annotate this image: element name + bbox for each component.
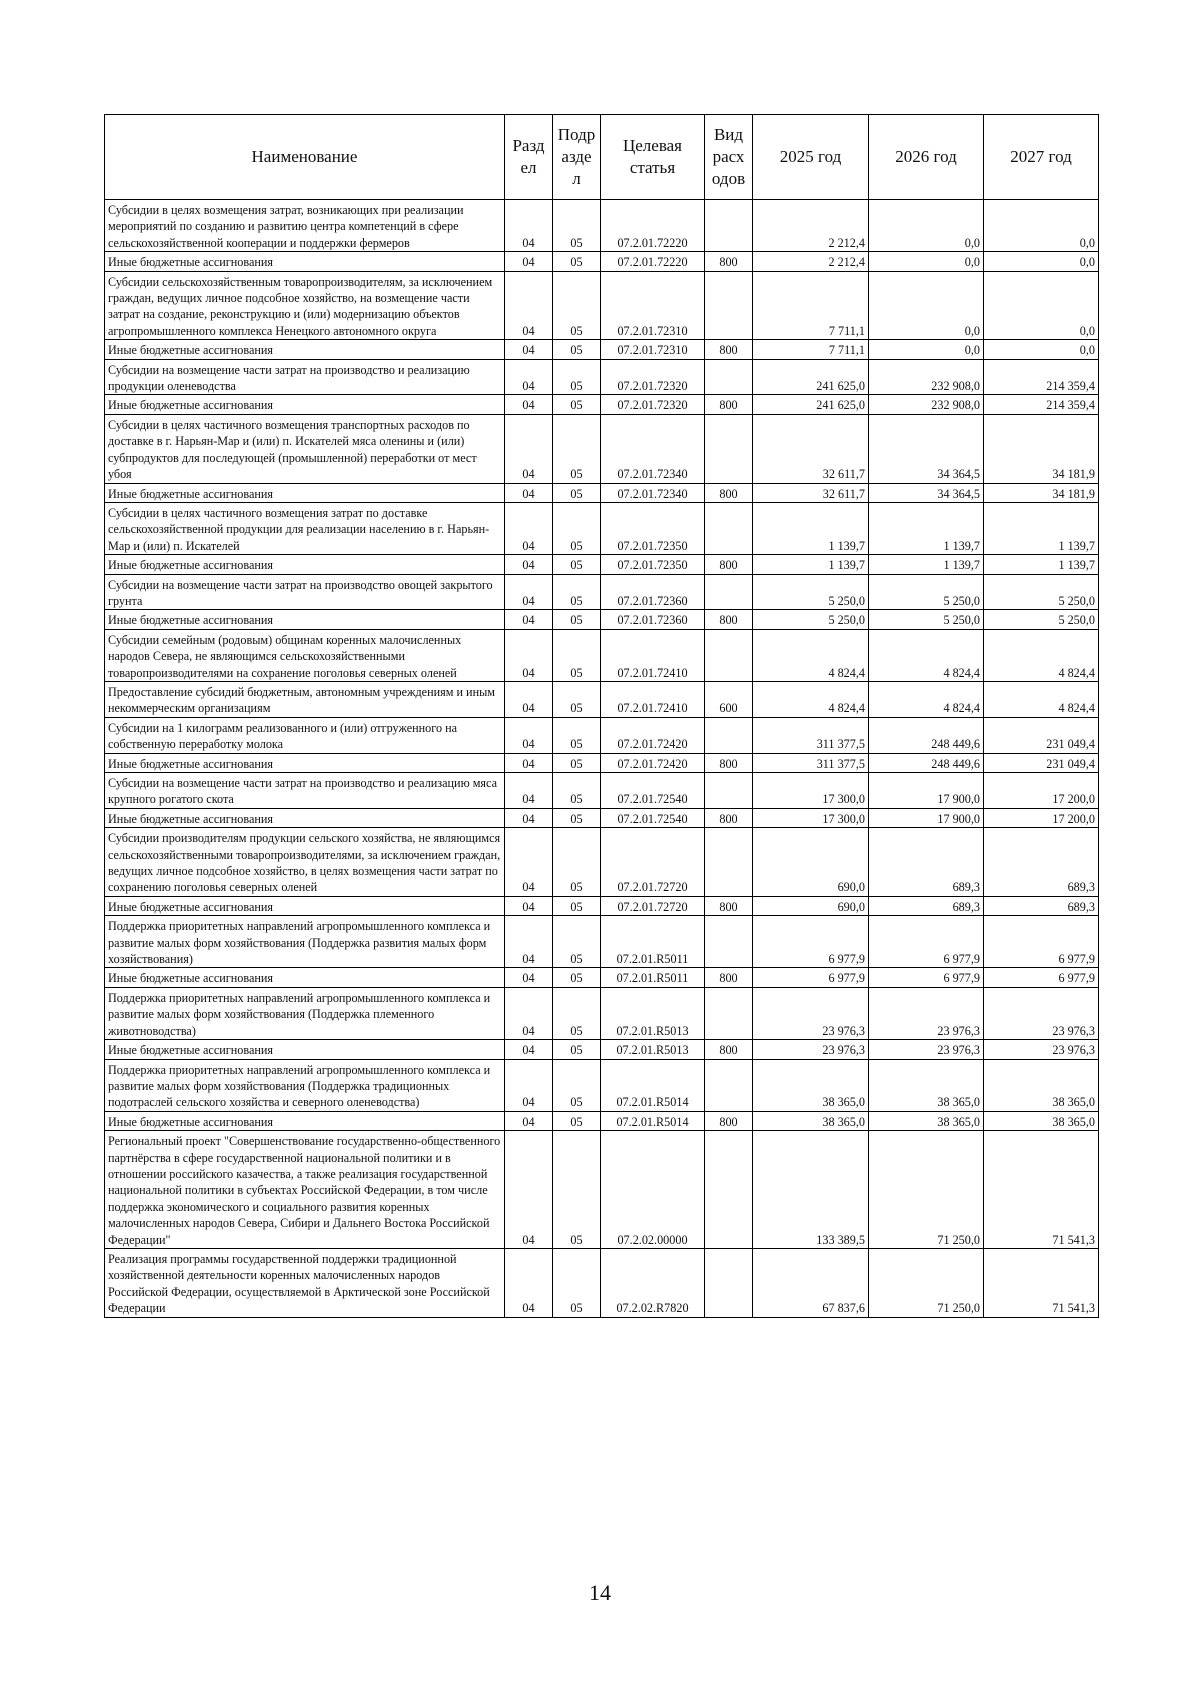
row-subsection: 05 bbox=[553, 340, 601, 359]
row-subsection: 05 bbox=[553, 483, 601, 502]
header-section: Разд ел bbox=[505, 115, 553, 200]
row-value-2026: 23 976,3 bbox=[869, 1040, 984, 1059]
row-target-article: 07.2.01.72310 bbox=[601, 271, 705, 340]
row-name: Субсидии в целях частичного возмещения транспортных расходов по доставке в г. Нарьян-Мар и (или) п. Искателей мяса оленины и (или) субпродуктов для последующей (промышленной) переработки от мест убоя bbox=[105, 414, 505, 483]
row-subsection: 05 bbox=[553, 753, 601, 772]
row-expense-type bbox=[705, 574, 753, 610]
row-value-2025: 690,0 bbox=[753, 896, 869, 915]
table-row bbox=[105, 1040, 1099, 1059]
table-row bbox=[105, 414, 1099, 483]
row-value-2025: 23 976,3 bbox=[753, 987, 869, 1039]
row-value-2025: 32 611,7 bbox=[753, 414, 869, 483]
row-section: 04 bbox=[505, 1111, 553, 1130]
row-subsection: 05 bbox=[553, 252, 601, 271]
row-name: Иные бюджетные ассигнования bbox=[105, 753, 505, 772]
row-subsection: 05 bbox=[553, 1040, 601, 1059]
row-value-2026: 248 449,6 bbox=[869, 717, 984, 753]
row-value-2025: 6 977,9 bbox=[753, 968, 869, 987]
row-value-2025: 690,0 bbox=[753, 828, 869, 897]
row-value-2026: 689,3 bbox=[869, 828, 984, 897]
row-subsection: 05 bbox=[553, 359, 601, 395]
row-section: 04 bbox=[505, 252, 553, 271]
row-value-2025: 133 389,5 bbox=[753, 1131, 869, 1249]
row-subsection: 05 bbox=[553, 1248, 601, 1317]
row-value-2026: 248 449,6 bbox=[869, 753, 984, 772]
row-target-article: 07.2.01.R5011 bbox=[601, 916, 705, 968]
table-row bbox=[105, 968, 1099, 987]
row-name: Субсидии на возмещение части затрат на производство и реализацию мяса крупного рогатого скота bbox=[105, 773, 505, 809]
row-value-2026: 689,3 bbox=[869, 896, 984, 915]
row-value-2027: 0,0 bbox=[984, 200, 1099, 252]
row-target-article: 07.2.01.72220 bbox=[601, 200, 705, 252]
row-name: Иные бюджетные ассигнования bbox=[105, 968, 505, 987]
row-subsection: 05 bbox=[553, 200, 601, 252]
row-value-2027: 0,0 bbox=[984, 340, 1099, 359]
row-section: 04 bbox=[505, 968, 553, 987]
row-subsection: 05 bbox=[553, 717, 601, 753]
header-target-article: Целевая статья bbox=[601, 115, 705, 200]
row-name: Субсидии сельскохозяйственным товаропроизводителям, за исключением граждан, ведущих личное подсобное хозяйство, на возмещение части затрат на создание, реконструкцию и (или) модернизацию объектов агропромышленного комплекса Ненецкого автономного округа bbox=[105, 271, 505, 340]
row-expense-type bbox=[705, 359, 753, 395]
header-year-2026: 2026 год bbox=[869, 115, 984, 200]
row-subsection: 05 bbox=[553, 555, 601, 574]
row-subsection: 05 bbox=[553, 828, 601, 897]
row-section: 04 bbox=[505, 340, 553, 359]
row-expense-type: 800 bbox=[705, 808, 753, 827]
row-expense-type bbox=[705, 1059, 753, 1111]
row-value-2026: 5 250,0 bbox=[869, 610, 984, 629]
row-value-2026: 71 250,0 bbox=[869, 1131, 984, 1249]
row-name: Иные бюджетные ассигнования bbox=[105, 340, 505, 359]
table-row bbox=[105, 574, 1099, 610]
table-header-row bbox=[105, 115, 1099, 200]
row-subsection: 05 bbox=[553, 808, 601, 827]
row-target-article: 07.2.02.00000 bbox=[601, 1131, 705, 1249]
row-name: Субсидии на 1 килограмм реализованного и (или) отгруженного на собственную переработку молока bbox=[105, 717, 505, 753]
table-row bbox=[105, 773, 1099, 809]
row-section: 04 bbox=[505, 753, 553, 772]
row-name: Поддержка приоритетных направлений агропромышленного комплекса и развитие малых форм хозяйствования (Поддержка племенного животноводства) bbox=[105, 987, 505, 1039]
row-value-2025: 2 212,4 bbox=[753, 252, 869, 271]
table-row bbox=[105, 271, 1099, 340]
row-expense-type: 800 bbox=[705, 252, 753, 271]
row-expense-type: 800 bbox=[705, 1040, 753, 1059]
row-value-2025: 1 139,7 bbox=[753, 502, 869, 554]
row-value-2025: 241 625,0 bbox=[753, 359, 869, 395]
row-target-article: 07.2.01.R5011 bbox=[601, 968, 705, 987]
row-expense-type: 800 bbox=[705, 968, 753, 987]
table-row bbox=[105, 717, 1099, 753]
row-expense-type: 600 bbox=[705, 681, 753, 717]
row-expense-type: 800 bbox=[705, 1111, 753, 1130]
table-row bbox=[105, 502, 1099, 554]
row-value-2027: 5 250,0 bbox=[984, 574, 1099, 610]
row-name: Иные бюджетные ассигнования bbox=[105, 896, 505, 915]
table-row bbox=[105, 483, 1099, 502]
table-row bbox=[105, 987, 1099, 1039]
row-value-2027: 0,0 bbox=[984, 252, 1099, 271]
row-value-2027: 6 977,9 bbox=[984, 968, 1099, 987]
table-row bbox=[105, 610, 1099, 629]
row-name: Субсидии на возмещение части затрат на производство и реализацию продукции оленеводства bbox=[105, 359, 505, 395]
row-expense-type: 800 bbox=[705, 896, 753, 915]
row-section: 04 bbox=[505, 1131, 553, 1249]
row-subsection: 05 bbox=[553, 1131, 601, 1249]
row-expense-type bbox=[705, 271, 753, 340]
row-expense-type: 800 bbox=[705, 555, 753, 574]
header-year-2027: 2027 год bbox=[984, 115, 1099, 200]
row-name: Субсидии семейным (родовым) общинам коренных малочисленных народов Севера, не являющимся сельскохозяйственными товаропроизводителями на сохранение поголовья северных оленей bbox=[105, 629, 505, 681]
table-row bbox=[105, 1111, 1099, 1130]
row-value-2026: 6 977,9 bbox=[869, 968, 984, 987]
table-row bbox=[105, 1059, 1099, 1111]
row-target-article: 07.2.01.72410 bbox=[601, 629, 705, 681]
row-value-2027: 4 824,4 bbox=[984, 681, 1099, 717]
row-target-article: 07.2.01.72540 bbox=[601, 808, 705, 827]
header-year-2025: 2025 год bbox=[753, 115, 869, 200]
row-subsection: 05 bbox=[553, 896, 601, 915]
row-value-2027: 34 181,9 bbox=[984, 483, 1099, 502]
row-value-2027: 214 359,4 bbox=[984, 395, 1099, 414]
row-target-article: 07.2.01.72420 bbox=[601, 753, 705, 772]
row-value-2025: 23 976,3 bbox=[753, 1040, 869, 1059]
row-section: 04 bbox=[505, 1248, 553, 1317]
row-name: Предоставление субсидий бюджетным, автономным учреждениям и иным некоммерческим организациям bbox=[105, 681, 505, 717]
row-expense-type: 800 bbox=[705, 610, 753, 629]
row-subsection: 05 bbox=[553, 574, 601, 610]
row-value-2026: 1 139,7 bbox=[869, 555, 984, 574]
row-value-2025: 38 365,0 bbox=[753, 1059, 869, 1111]
row-name: Иные бюджетные ассигнования bbox=[105, 395, 505, 414]
row-value-2027: 71 541,3 bbox=[984, 1248, 1099, 1317]
row-value-2026: 232 908,0 bbox=[869, 395, 984, 414]
row-name: Субсидии производителям продукции сельского хозяйства, не являющимся сельскохозяйственными товаропроизводителями, за исключением граждан, ведущих личное подсобное хозяйство, в целях возмещения части затрат по сохранению поголовья северных оленей bbox=[105, 828, 505, 897]
budget-table bbox=[104, 114, 1099, 1318]
row-section: 04 bbox=[505, 987, 553, 1039]
row-subsection: 05 bbox=[553, 773, 601, 809]
row-value-2026: 6 977,9 bbox=[869, 916, 984, 968]
row-expense-type bbox=[705, 502, 753, 554]
row-expense-type bbox=[705, 200, 753, 252]
table-row bbox=[105, 340, 1099, 359]
table-row bbox=[105, 395, 1099, 414]
row-value-2026: 5 250,0 bbox=[869, 574, 984, 610]
row-value-2026: 0,0 bbox=[869, 340, 984, 359]
row-section: 04 bbox=[505, 200, 553, 252]
row-subsection: 05 bbox=[553, 629, 601, 681]
table-row bbox=[105, 1248, 1099, 1317]
row-value-2027: 4 824,4 bbox=[984, 629, 1099, 681]
header-subsection: Подр азде л bbox=[553, 115, 601, 200]
row-section: 04 bbox=[505, 717, 553, 753]
row-section: 04 bbox=[505, 483, 553, 502]
table-row bbox=[105, 359, 1099, 395]
row-name: Иные бюджетные ассигнования bbox=[105, 1111, 505, 1130]
table-row bbox=[105, 1131, 1099, 1249]
row-value-2025: 6 977,9 bbox=[753, 916, 869, 968]
row-value-2025: 1 139,7 bbox=[753, 555, 869, 574]
row-value-2027: 17 200,0 bbox=[984, 808, 1099, 827]
row-expense-type: 800 bbox=[705, 753, 753, 772]
row-value-2025: 4 824,4 bbox=[753, 629, 869, 681]
row-expense-type bbox=[705, 773, 753, 809]
row-section: 04 bbox=[505, 574, 553, 610]
row-expense-type bbox=[705, 414, 753, 483]
row-value-2025: 2 212,4 bbox=[753, 200, 869, 252]
row-value-2025: 67 837,6 bbox=[753, 1248, 869, 1317]
row-target-article: 07.2.01.72420 bbox=[601, 717, 705, 753]
row-section: 04 bbox=[505, 271, 553, 340]
row-expense-type bbox=[705, 1131, 753, 1249]
row-name: Реализация программы государственной поддержки традиционной хозяйственной деятельности коренных малочисленных народов Российской Федерации, осуществляемой в Арктической зоне Российской Федерации bbox=[105, 1248, 505, 1317]
row-target-article: 07.2.01.R5013 bbox=[601, 1040, 705, 1059]
row-expense-type bbox=[705, 1248, 753, 1317]
row-value-2025: 17 300,0 bbox=[753, 773, 869, 809]
row-name: Иные бюджетные ассигнования bbox=[105, 252, 505, 271]
row-value-2026: 17 900,0 bbox=[869, 808, 984, 827]
row-value-2026: 0,0 bbox=[869, 252, 984, 271]
row-target-article: 07.2.01.72360 bbox=[601, 610, 705, 629]
row-name: Иные бюджетные ассигнования bbox=[105, 483, 505, 502]
row-section: 04 bbox=[505, 502, 553, 554]
header-name: Наименование bbox=[105, 115, 505, 200]
row-section: 04 bbox=[505, 414, 553, 483]
row-value-2025: 7 711,1 bbox=[753, 271, 869, 340]
row-section: 04 bbox=[505, 1040, 553, 1059]
row-value-2025: 38 365,0 bbox=[753, 1111, 869, 1130]
header-expense-type: Вид расх одов bbox=[705, 115, 753, 200]
table-row bbox=[105, 629, 1099, 681]
row-value-2026: 4 824,4 bbox=[869, 681, 984, 717]
row-target-article: 07.2.01.72320 bbox=[601, 395, 705, 414]
row-value-2027: 23 976,3 bbox=[984, 987, 1099, 1039]
row-subsection: 05 bbox=[553, 610, 601, 629]
row-name: Поддержка приоритетных направлений агропромышленного комплекса и развитие малых форм хозяйствования (Поддержка развития малых форм хозяйствования) bbox=[105, 916, 505, 968]
row-name: Иные бюджетные ассигнования bbox=[105, 610, 505, 629]
row-value-2026: 34 364,5 bbox=[869, 483, 984, 502]
budget-table-container bbox=[104, 114, 1098, 1318]
table-row bbox=[105, 916, 1099, 968]
row-target-article: 07.2.01.72720 bbox=[601, 896, 705, 915]
row-subsection: 05 bbox=[553, 502, 601, 554]
row-value-2025: 311 377,5 bbox=[753, 753, 869, 772]
row-expense-type bbox=[705, 916, 753, 968]
row-section: 04 bbox=[505, 896, 553, 915]
row-name: Субсидии в целях частичного возмещения затрат по доставке сельскохозяйственной продукции для реализации населению в г. Нарьян-Мар и (или) п. Искателей bbox=[105, 502, 505, 554]
table-row bbox=[105, 555, 1099, 574]
row-value-2027: 23 976,3 bbox=[984, 1040, 1099, 1059]
row-value-2027: 231 049,4 bbox=[984, 717, 1099, 753]
row-subsection: 05 bbox=[553, 1059, 601, 1111]
row-subsection: 05 bbox=[553, 681, 601, 717]
row-value-2026: 0,0 bbox=[869, 200, 984, 252]
row-target-article: 07.2.01.72310 bbox=[601, 340, 705, 359]
row-value-2027: 38 365,0 bbox=[984, 1059, 1099, 1111]
row-target-article: 07.2.01.R5013 bbox=[601, 987, 705, 1039]
row-value-2027: 0,0 bbox=[984, 271, 1099, 340]
row-value-2026: 0,0 bbox=[869, 271, 984, 340]
row-value-2025: 5 250,0 bbox=[753, 610, 869, 629]
row-value-2025: 311 377,5 bbox=[753, 717, 869, 753]
row-value-2027: 689,3 bbox=[984, 828, 1099, 897]
row-target-article: 07.2.01.72320 bbox=[601, 359, 705, 395]
row-target-article: 07.2.01.R5014 bbox=[601, 1111, 705, 1130]
row-name: Региональный проект "Совершенствование государственно-общественного партнёрства в сфере государственной национальной политики и в отношении российского казачества, а также реализация государственной национальной политики в субъектах Российской Федерации, в том числе поддержка экономического и социального развития коренных малочисленных народов Севера, Сибири и Дальнего Востока Российской Федерации" bbox=[105, 1131, 505, 1249]
row-expense-type: 800 bbox=[705, 483, 753, 502]
row-value-2025: 241 625,0 bbox=[753, 395, 869, 414]
row-value-2026: 38 365,0 bbox=[869, 1059, 984, 1111]
row-name: Субсидии на возмещение части затрат на производство овощей закрытого грунта bbox=[105, 574, 505, 610]
row-target-article: 07.2.01.72410 bbox=[601, 681, 705, 717]
row-value-2027: 17 200,0 bbox=[984, 773, 1099, 809]
row-expense-type: 800 bbox=[705, 395, 753, 414]
row-value-2026: 232 908,0 bbox=[869, 359, 984, 395]
row-expense-type bbox=[705, 828, 753, 897]
row-section: 04 bbox=[505, 1059, 553, 1111]
row-subsection: 05 bbox=[553, 916, 601, 968]
row-value-2025: 4 824,4 bbox=[753, 681, 869, 717]
table-row bbox=[105, 808, 1099, 827]
row-value-2027: 6 977,9 bbox=[984, 916, 1099, 968]
row-subsection: 05 bbox=[553, 1111, 601, 1130]
row-section: 04 bbox=[505, 610, 553, 629]
row-section: 04 bbox=[505, 828, 553, 897]
row-subsection: 05 bbox=[553, 968, 601, 987]
row-section: 04 bbox=[505, 395, 553, 414]
row-value-2025: 32 611,7 bbox=[753, 483, 869, 502]
row-value-2026: 38 365,0 bbox=[869, 1111, 984, 1130]
row-section: 04 bbox=[505, 773, 553, 809]
row-name: Субсидии в целях возмещения затрат, возникающих при реализации мероприятий по созданию и развитию центра компетенций в сфере сельскохозяйственной кооперации и поддержки фермеров bbox=[105, 200, 505, 252]
row-value-2027: 71 541,3 bbox=[984, 1131, 1099, 1249]
row-subsection: 05 bbox=[553, 271, 601, 340]
row-value-2026: 4 824,4 bbox=[869, 629, 984, 681]
row-value-2027: 1 139,7 bbox=[984, 502, 1099, 554]
row-value-2026: 34 364,5 bbox=[869, 414, 984, 483]
row-name: Иные бюджетные ассигнования bbox=[105, 1040, 505, 1059]
row-subsection: 05 bbox=[553, 414, 601, 483]
row-value-2027: 38 365,0 bbox=[984, 1111, 1099, 1130]
row-value-2027: 1 139,7 bbox=[984, 555, 1099, 574]
row-value-2027: 214 359,4 bbox=[984, 359, 1099, 395]
row-value-2026: 23 976,3 bbox=[869, 987, 984, 1039]
row-section: 04 bbox=[505, 629, 553, 681]
row-target-article: 07.2.01.72720 bbox=[601, 828, 705, 897]
page-number: 14 bbox=[589, 1580, 611, 1605]
row-target-article: 07.2.02.R7820 bbox=[601, 1248, 705, 1317]
row-target-article: 07.2.01.72220 bbox=[601, 252, 705, 271]
row-value-2027: 5 250,0 bbox=[984, 610, 1099, 629]
row-value-2027: 689,3 bbox=[984, 896, 1099, 915]
table-row bbox=[105, 896, 1099, 915]
table-row bbox=[105, 753, 1099, 772]
row-subsection: 05 bbox=[553, 987, 601, 1039]
row-section: 04 bbox=[505, 916, 553, 968]
table-row bbox=[105, 681, 1099, 717]
row-value-2027: 231 049,4 bbox=[984, 753, 1099, 772]
row-name: Поддержка приоритетных направлений агропромышленного комплекса и развитие малых форм хозяйствования (Поддержка традиционных подотраслей сельского хозяйства и северного оленеводства) bbox=[105, 1059, 505, 1111]
row-expense-type bbox=[705, 987, 753, 1039]
row-target-article: 07.2.01.72350 bbox=[601, 555, 705, 574]
row-target-article: 07.2.01.72340 bbox=[601, 414, 705, 483]
row-expense-type bbox=[705, 717, 753, 753]
row-value-2027: 34 181,9 bbox=[984, 414, 1099, 483]
row-target-article: 07.2.01.R5014 bbox=[601, 1059, 705, 1111]
row-value-2025: 17 300,0 bbox=[753, 808, 869, 827]
row-section: 04 bbox=[505, 359, 553, 395]
row-name: Иные бюджетные ассигнования bbox=[105, 808, 505, 827]
table-body bbox=[105, 200, 1099, 1318]
table-row bbox=[105, 252, 1099, 271]
row-value-2026: 1 139,7 bbox=[869, 502, 984, 554]
row-name: Иные бюджетные ассигнования bbox=[105, 555, 505, 574]
row-expense-type: 800 bbox=[705, 340, 753, 359]
row-value-2026: 17 900,0 bbox=[869, 773, 984, 809]
row-section: 04 bbox=[505, 555, 553, 574]
row-subsection: 05 bbox=[553, 395, 601, 414]
table-row bbox=[105, 828, 1099, 897]
row-target-article: 07.2.01.72540 bbox=[601, 773, 705, 809]
row-target-article: 07.2.01.72360 bbox=[601, 574, 705, 610]
row-value-2025: 7 711,1 bbox=[753, 340, 869, 359]
row-value-2025: 5 250,0 bbox=[753, 574, 869, 610]
row-target-article: 07.2.01.72340 bbox=[601, 483, 705, 502]
row-value-2026: 71 250,0 bbox=[869, 1248, 984, 1317]
table-row bbox=[105, 200, 1099, 252]
row-section: 04 bbox=[505, 681, 553, 717]
row-expense-type bbox=[705, 629, 753, 681]
row-target-article: 07.2.01.72350 bbox=[601, 502, 705, 554]
row-section: 04 bbox=[505, 808, 553, 827]
